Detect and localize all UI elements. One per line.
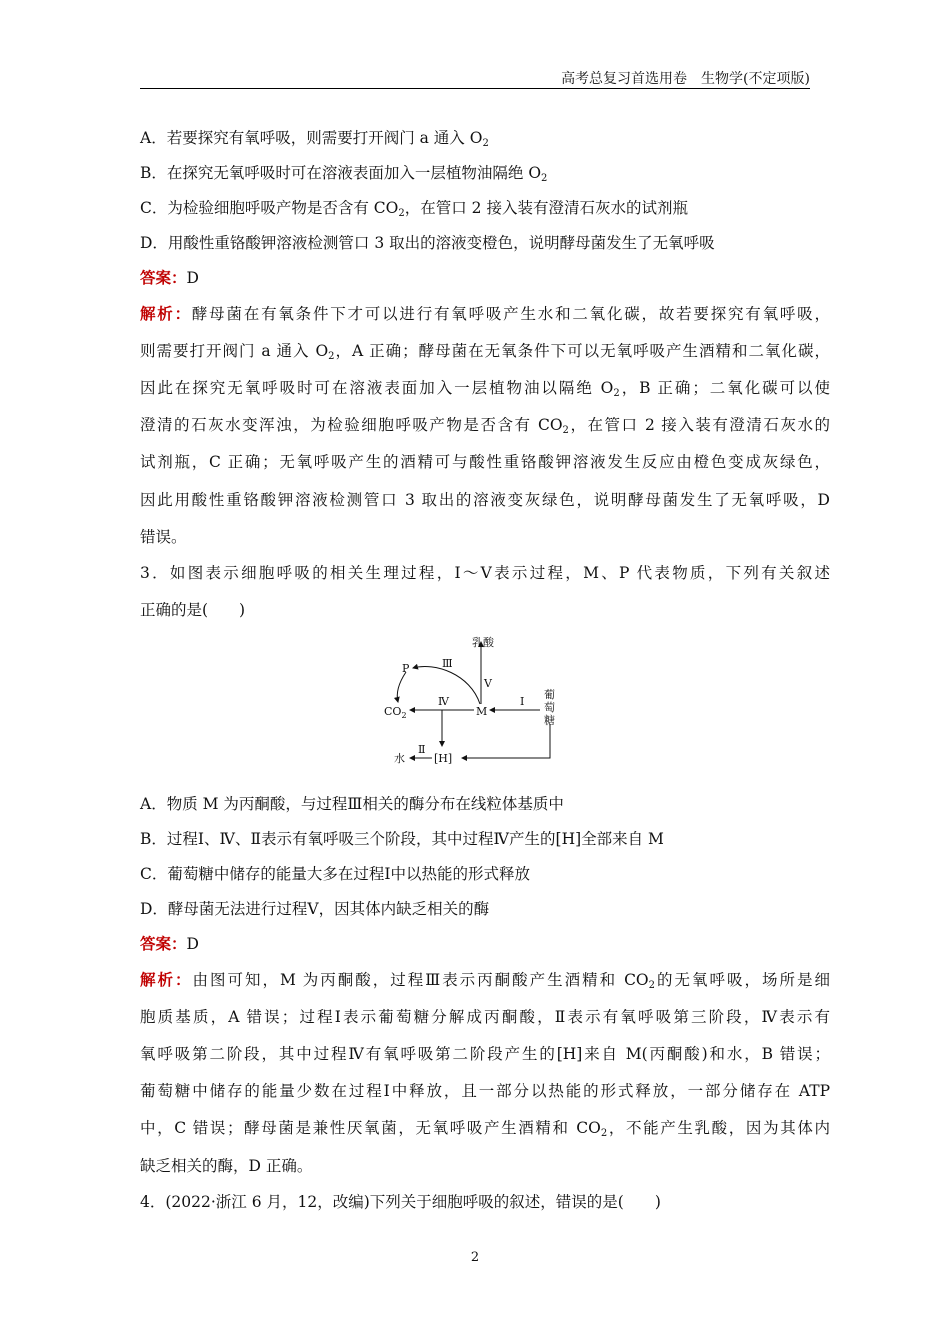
q2-answer: 答案：D	[140, 268, 199, 287]
label-lactic-acid: 乳酸	[472, 636, 494, 649]
q2-analysis-line-4: 澄清的石灰水变浑浊，为检验细胞呼吸产物是否含有 $CO_2$，在管口 2 接入装有澄清石灰水的	[140, 416, 831, 436]
label-h: [H]	[434, 752, 453, 765]
label-water: 水	[394, 752, 405, 765]
q3-option-a: A．物质 M 为丙酮酸，与过程Ⅲ相关的酶分布在线粒体基质中	[140, 795, 564, 813]
arrow-glucose-to-h	[462, 724, 550, 758]
label-process-iv: Ⅳ	[438, 695, 449, 708]
respiration-diagram	[380, 632, 580, 772]
q3-analysis-line-5: 中，C 错误；酵母菌是兼性厌氧菌，无氧呼吸产生酒精和 $CO_2$，不能产生乳酸，因为其体内	[140, 1119, 830, 1139]
label-co2: $CO_2$	[384, 705, 407, 720]
arrow-p-to-co2	[397, 672, 406, 702]
label-glucose-1: 葡	[544, 688, 555, 701]
label-glucose-3: 糖	[544, 714, 555, 727]
q3-stem-line-2: 正确的是( )	[140, 601, 246, 619]
label-process-ii: Ⅱ	[418, 743, 426, 756]
header-title: 高考总复习首选用卷 生物学(不定项版)	[561, 71, 810, 87]
label-p: P	[402, 662, 410, 675]
q2-option-c: C．为检验细胞呼吸产物是否含有 $CO_2$，在管口 2 接入装有澄清石灰水的试剂瓶	[140, 199, 688, 219]
label-process-v: Ⅴ	[484, 677, 492, 690]
label-m: M	[476, 705, 488, 718]
q3-option-d: D．酵母菌无法进行过程Ⅴ，因其体内缺乏相关的酶	[140, 900, 490, 918]
q2-option-a: A．若要探究有氧呼吸，则需要打开阀门 a 通入 $O_2$	[140, 129, 489, 149]
q2-option-d: D．用酸性重铬酸钾溶液检测管口 3 取出的溶液变橙色，说明酵母菌发生了无氧呼吸	[140, 234, 715, 252]
q2-option-b: B．在探究无氧呼吸时可在溶液表面加入一层植物油隔绝 $O_2$	[140, 164, 548, 184]
q2-analysis-line-5: 试剂瓶，C 正确；无氧呼吸产生的酒精可与酸性重铬酸钾溶液发生反应由橙色变成灰绿色，	[140, 453, 830, 471]
q3-analysis-line-1: 解析：由图可知，M 为丙酮酸，过程Ⅲ表示丙酮酸产生酒精和 $CO_2$的无氧呼吸，场所是细	[140, 970, 830, 991]
q2-analysis-line-1: 解析：酵母菌在有氧条件下才可以进行有氧呼吸产生水和二氧化碳，故若要探究有氧呼吸，	[140, 304, 830, 323]
page-number: 2	[470, 1250, 480, 1265]
q4-stem: 4．(2022·浙江 6 月，12，改编)下列关于细胞呼吸的叙述，错误的是( )	[140, 1193, 661, 1211]
q2-analysis-line-2: 则需要打开阀门 a 通入 $O_2$，A 正确；酵母菌在无氧条件下可以无氧呼吸产生酒精和二氧化碳，	[140, 342, 831, 362]
label-process-iii: Ⅲ	[442, 657, 453, 670]
q2-analysis-line-3: 因此在探究无氧呼吸时可在溶液表面加入一层植物油以隔绝 $O_2$，B 正确；二氧化碳可以使	[140, 379, 831, 399]
q3-analysis-line-3: 氧呼吸第二阶段，其中过程Ⅳ有氧呼吸第二阶段产生的[H]来自 M(丙酮酸)和水，B 错误；	[140, 1045, 830, 1063]
q3-stem-line-1: 3．如图表示细胞呼吸的相关生理过程，Ⅰ～Ⅴ表示过程，M、P 代表物质，下列有关叙述	[140, 564, 830, 582]
q2-analysis-line-6: 因此用酸性重铬酸钾溶液检测管口 3 取出的溶液变灰绿色，说明酵母菌发生了无氧呼吸，D	[140, 491, 830, 509]
q3-answer: 答案：D	[140, 934, 199, 953]
label-glucose-2: 萄	[544, 701, 555, 714]
q3-analysis-line-2: 胞质基质，A 错误；过程Ⅰ表示葡萄糖分解成丙酮酸，Ⅱ表示有氧呼吸第三阶段，Ⅳ表示有	[140, 1008, 830, 1026]
page-header	[140, 66, 810, 89]
q3-option-b: B．过程Ⅰ、Ⅳ、Ⅱ表示有氧呼吸三个阶段，其中过程Ⅳ产生的[H]全部来自 M	[140, 830, 664, 848]
q3-option-c: C．葡萄糖中储存的能量大多在过程Ⅰ中以热能的形式释放	[140, 865, 530, 883]
label-process-i: Ⅰ	[520, 695, 525, 708]
q3-analysis-line-6: 缺乏相关的酶，D 正确。	[140, 1157, 313, 1175]
q3-analysis-line-4: 葡萄糖中储存的能量少数在过程Ⅰ中释放，且一部分以热能的形式释放，一部分储存在 ATP	[140, 1082, 830, 1100]
q2-analysis-line-7: 错误。	[140, 528, 187, 546]
